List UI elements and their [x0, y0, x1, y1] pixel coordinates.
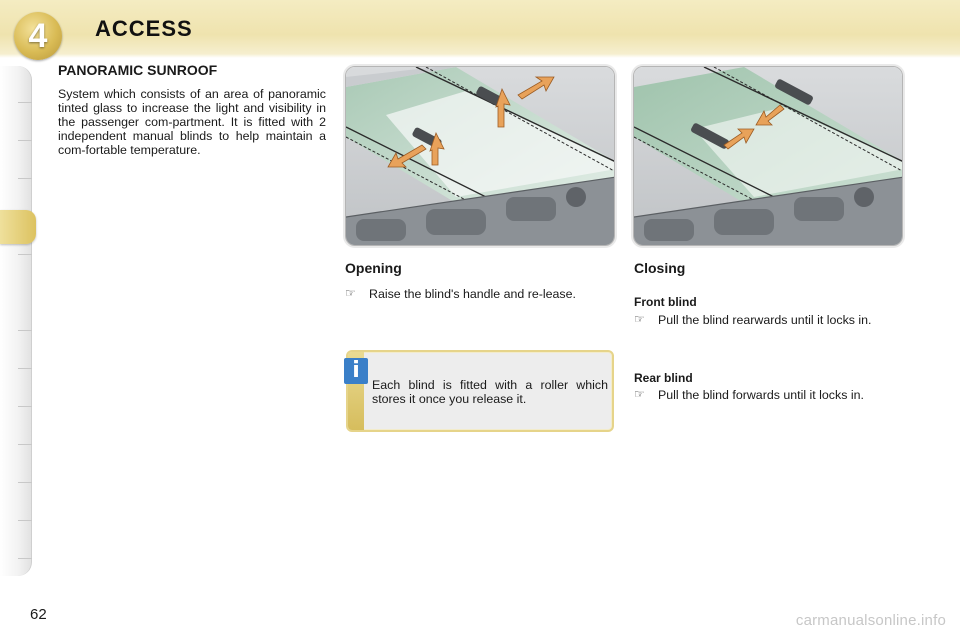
pointing-hand-icon: ☞	[345, 286, 356, 300]
tab-divider	[18, 558, 32, 559]
closing-illustration	[633, 66, 903, 246]
tab-divider	[18, 178, 32, 179]
opening-instruction-text: Raise the blind's handle and re-lease.	[369, 287, 576, 301]
tab-divider	[18, 368, 32, 369]
front-blind-instruction-text: Pull the blind rearwards until it locks in.	[658, 313, 872, 327]
tab-divider	[18, 102, 32, 103]
sunroof-closing-diagram	[634, 67, 903, 246]
active-chapter-tab	[0, 210, 36, 244]
info-box	[346, 350, 614, 432]
tab-divider	[18, 330, 32, 331]
tab-divider	[18, 406, 32, 407]
opening-heading: Opening	[345, 260, 402, 276]
sunroof-opening-diagram	[346, 67, 615, 246]
info-icon: i	[344, 358, 368, 384]
chapter-number-badge: 4	[14, 12, 62, 60]
rear-blind-instruction	[634, 388, 906, 402]
section-heading: PANORAMIC SUNROOF	[58, 62, 218, 78]
page-number: 62	[30, 606, 47, 623]
closing-heading: Closing	[634, 260, 686, 276]
intro-paragraph: System which consists of an area of panoramic tinted glass to increase the light and visibility in the passenger com-partment. It is fitted with 2 independent manual blinds to help maintain a com-fortable temperature.	[58, 87, 326, 157]
tab-divider	[18, 520, 32, 521]
front-blind-heading: Front blind	[634, 295, 697, 309]
opening-instruction	[345, 287, 615, 301]
tab-divider	[18, 482, 32, 483]
pointing-hand-icon: ☞	[634, 312, 645, 326]
rear-blind-instruction-text: Pull the blind forwards until it locks in.	[658, 388, 864, 402]
tab-divider	[18, 140, 32, 141]
opening-illustration	[345, 66, 615, 246]
chapter-tab-strip	[0, 66, 32, 576]
front-blind-instruction	[634, 313, 906, 327]
watermark: carmanualsonline.info	[795, 612, 946, 629]
tab-divider	[18, 444, 32, 445]
info-box-text: Each blind is fitted with a roller which stores it once you release it.	[372, 378, 608, 407]
rear-blind-heading: Rear blind	[634, 371, 693, 385]
tab-divider	[18, 254, 32, 255]
chapter-title: ACCESS	[95, 16, 193, 41]
pointing-hand-icon: ☞	[634, 387, 645, 401]
